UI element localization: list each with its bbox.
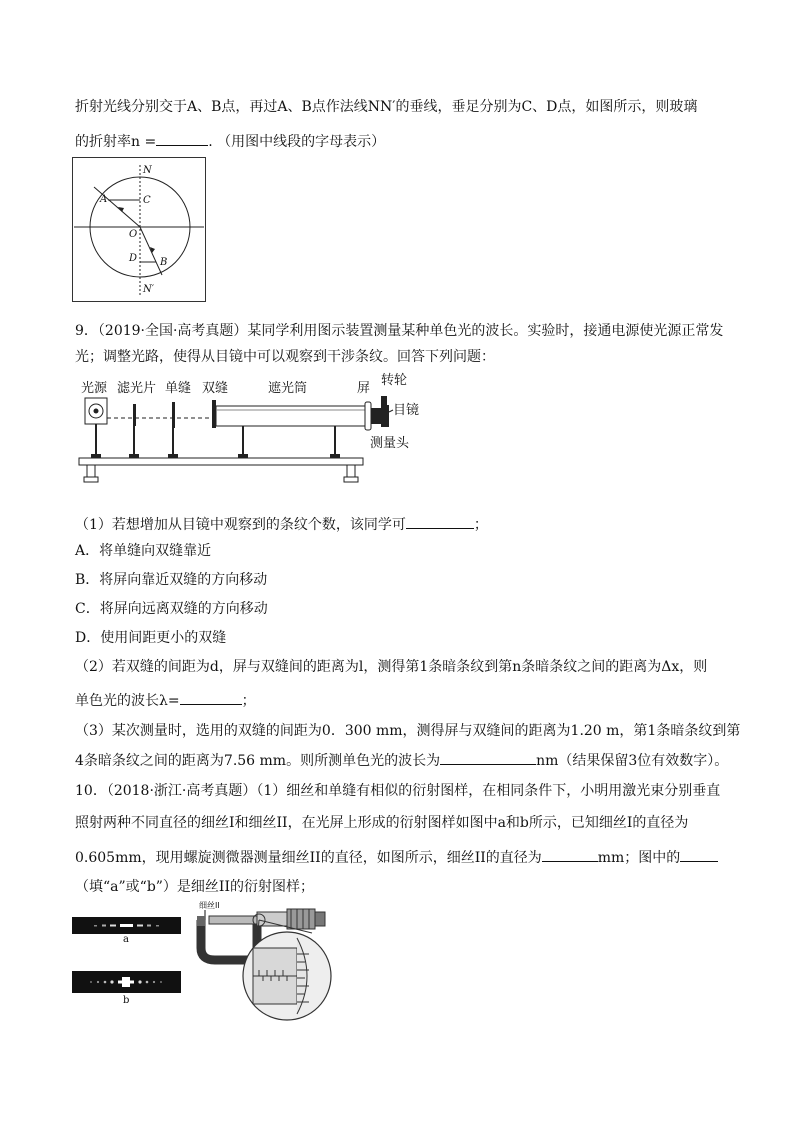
q9-sub2-line-1: （2）若双缝的间距为d，屏与双缝间的距离为l，测得第1条暗条纹到第n条暗条纹之间的距离为Δx，则: [75, 659, 708, 675]
double-slit-apparatus: [75, 372, 425, 492]
label-double-slit: 双缝: [202, 381, 229, 396]
q9-line-1: 9．（2019·全国·高考真题）某同学利用图示装置测量某种单色光的波长。实验时，接通电源使光源正常发: [75, 323, 724, 339]
answer-blank-q10-pattern[interactable]: [680, 847, 718, 862]
q9-sub2-text: 单色光的波长λ=: [75, 693, 180, 709]
q9-sub3-line-2: [75, 750, 728, 770]
label-C: C: [143, 195, 151, 206]
q9-option-d[interactable]: D．使用间距更小的双缝: [75, 630, 227, 646]
q10-line-1: 10．（2018·浙江·高考真题）（1）细丝和单缝有相似的衍射图样，在相同条件下，小明用激光束分别垂直: [75, 783, 721, 799]
q10-line-4: （填“a”或“b”）是细丝II的衍射图样；: [75, 879, 314, 895]
q10-line-3-b: mm；图中的: [597, 850, 681, 866]
answer-blank-q9-2[interactable]: [180, 690, 242, 705]
label-single-slit: 单缝: [165, 381, 192, 396]
label-N-prime: N′: [143, 284, 155, 295]
label-A: A: [100, 194, 108, 205]
label-D: D: [129, 253, 138, 264]
intro-line-1: 折射光线分别交于A、B点，再过A、B点作法线NN′的垂线，垂足分别为C、D点，如图所示，则玻璃: [75, 99, 698, 115]
q9-sub1-text: （1）若想增加从目镜中观察到的条纹个数，该同学可: [75, 517, 406, 533]
q9-sub3-text-b: nm（结果保留3位有效数字）。: [536, 753, 729, 769]
answer-blank-q10-diameter[interactable]: [542, 847, 598, 862]
q9-option-c[interactable]: C．将屏向远离双缝的方向移动: [75, 601, 268, 617]
q9-sub1: [75, 514, 488, 534]
answer-blank-q9-1[interactable]: [406, 514, 474, 529]
label-a: a: [123, 934, 129, 945]
q10-line-3: [75, 847, 718, 867]
q9-sub1-end: ；: [473, 517, 488, 533]
label-wire-II: 细丝II: [199, 901, 220, 910]
q9-sub2-end: ；: [241, 693, 256, 709]
q10-line-3-a: 0.605mm，现用螺旋测微器测量细丝II的直径，如图所示，细丝II的直径为: [75, 850, 542, 866]
answer-blank-refractive-index[interactable]: [156, 131, 208, 146]
diffraction-pattern-b: [72, 971, 181, 993]
micrometer-figure: [187, 898, 337, 1023]
q9-line-2: 光；调整光路，使得从目镜中可以观察到干涉条纹。回答下列问题：: [75, 349, 495, 365]
q9-sub3-line-1: （3）某次测量时，选用的双缝的间距为0．300 mm，测得屏与双缝间的距离为1.20 m，第1条暗条纹到第: [75, 723, 741, 739]
label-O: O: [129, 229, 138, 240]
label-B: B: [160, 257, 168, 268]
label-filter: 滤光片: [117, 381, 157, 396]
label-wheel: 转轮: [381, 373, 408, 388]
q9-option-a[interactable]: A．将单缝向双缝靠近: [75, 543, 212, 559]
label-tube: 遮光筒: [268, 381, 308, 396]
label-b: b: [123, 995, 130, 1006]
label-measuring-head: 测量头: [370, 436, 410, 451]
label-screen: 屏: [357, 381, 371, 396]
intro-line-2-prefix: 的折射率n =: [75, 134, 157, 150]
label-N: N: [143, 165, 152, 176]
answer-blank-q9-3[interactable]: [440, 750, 536, 765]
diffraction-pattern-a: [72, 917, 181, 934]
q10-line-2: 照射两种不同直径的细丝I和细丝II，在光屏上形成的衍射图样如图中a和b所示，已知细丝I的直径为: [75, 815, 689, 831]
label-eyepiece: 目镜: [393, 403, 420, 418]
q9-option-b[interactable]: B．将屏向靠近双缝的方向移动: [75, 572, 268, 588]
intro-line-2-suffix: . （用图中线段的字母表示）: [208, 134, 386, 150]
intro-line-2: [75, 131, 385, 151]
q9-sub3-text-a: 4条暗条纹之间的距离为7.56 mm。则所测单色光的波长为: [75, 753, 441, 769]
label-light-source: 光源: [81, 381, 108, 396]
q9-sub2-line-2: [75, 690, 256, 710]
refraction-diagram: [72, 157, 206, 302]
